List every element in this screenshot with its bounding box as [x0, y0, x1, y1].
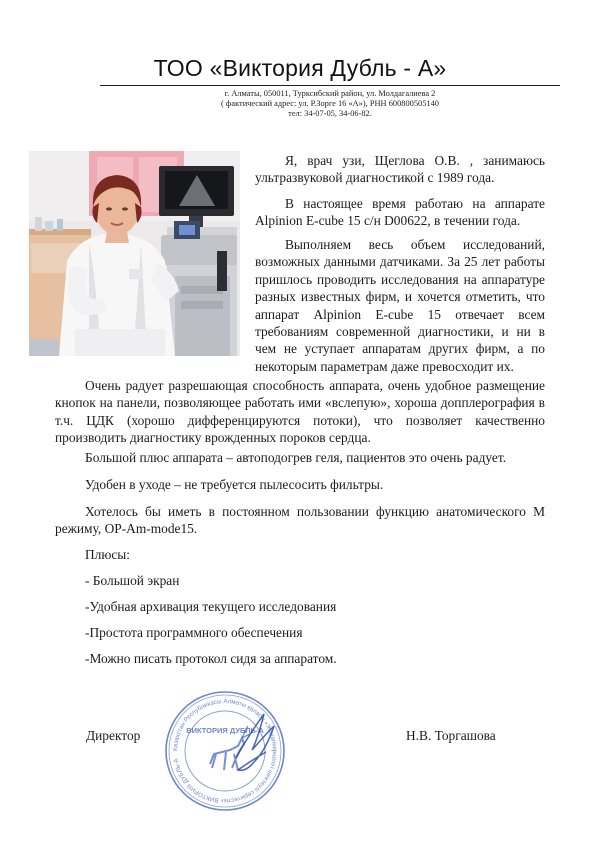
- pros-item: -Удобная архивация текущего исследования: [85, 599, 337, 614]
- address-line: г. Алматы, 050011, Турксибский район, ул. Молдагалиева 2: [224, 89, 436, 98]
- paragraph-experience: Выполняем весь объем исследований, возможных данными датчиками. За 25 лет работы пришлось проводить исследования на аппаратуре разных известных фирм, и хочется отметить, что аппарат Alpinion E-cube 15 отвечает всем требованиям современной диагностики, и ни в чем не уступает аппаратам других фирм, а по некоторым параметрам даже превосходит их.: [255, 237, 545, 374]
- paragraph-device: В настоящее время работаю на аппарате Alpinion E-cube 15 с/н D00622, в течении года.: [255, 196, 545, 229]
- header-rule: [100, 85, 560, 86]
- paragraph-intro: Я, врач узи, Щеглова О.В. , занимаюсь ультразвуковой диагностикой с 1989 года.: [255, 153, 545, 186]
- pros-title: Плюсы:: [85, 547, 131, 562]
- paragraph-resolution: Очень радует разрешающая способность аппарата, очень удобное размещение кнопок на панели, позволяющее работать ими «вслепую», хороша допплерография в т.ч. ЦДК (хорошо дифференцируются потоки), что позволяет качественно производить диагностику врожденных пороков сердца.: [55, 378, 545, 446]
- phone-line: тел: 34-07-05, 34-06-82.: [288, 109, 372, 118]
- pros-item: - Большой экран: [85, 573, 180, 588]
- paragraph-gel-warmer: Большой плюс аппарата – автоподогрев геля, пациентов это очень радует.: [85, 450, 507, 465]
- pros-item: -Простота программного обеспечения: [85, 625, 303, 640]
- signature-name: Н.В. Торгашова: [406, 728, 496, 743]
- actual-address-line: ( фактический адрес: ул. Р.Зорге 16 «А»), РНН 600800505140: [221, 99, 439, 108]
- paragraph-wish: Хотелось бы иметь в постоянном пользовании функцию анатомического М режиму, OP-Am-mode15.: [55, 504, 545, 537]
- svg-text:Казахстан Республикасы Алматы: Казахстан Республикасы Алматы қаласы «Жауапкершілігі шектеулі серіктестік» ВИКТОРИЯ ДУБЛЬ-А: [171, 697, 279, 805]
- signature-role: Директор: [86, 728, 141, 743]
- svg-text:ВИКТОРИЯ ДУБЛЬ-А: ВИКТОРИЯ ДУБЛЬ-А: [186, 726, 264, 735]
- company-stamp: [162, 688, 288, 814]
- doctor-photo: [29, 151, 240, 356]
- pros-item: -Можно писать протокол сидя за аппаратом.: [85, 651, 337, 666]
- company-name: ТОО «Виктория Дубль - А»: [153, 55, 447, 81]
- paragraph-filters: Удобен в уходе – не требуется пылесосить фильтры.: [85, 477, 384, 492]
